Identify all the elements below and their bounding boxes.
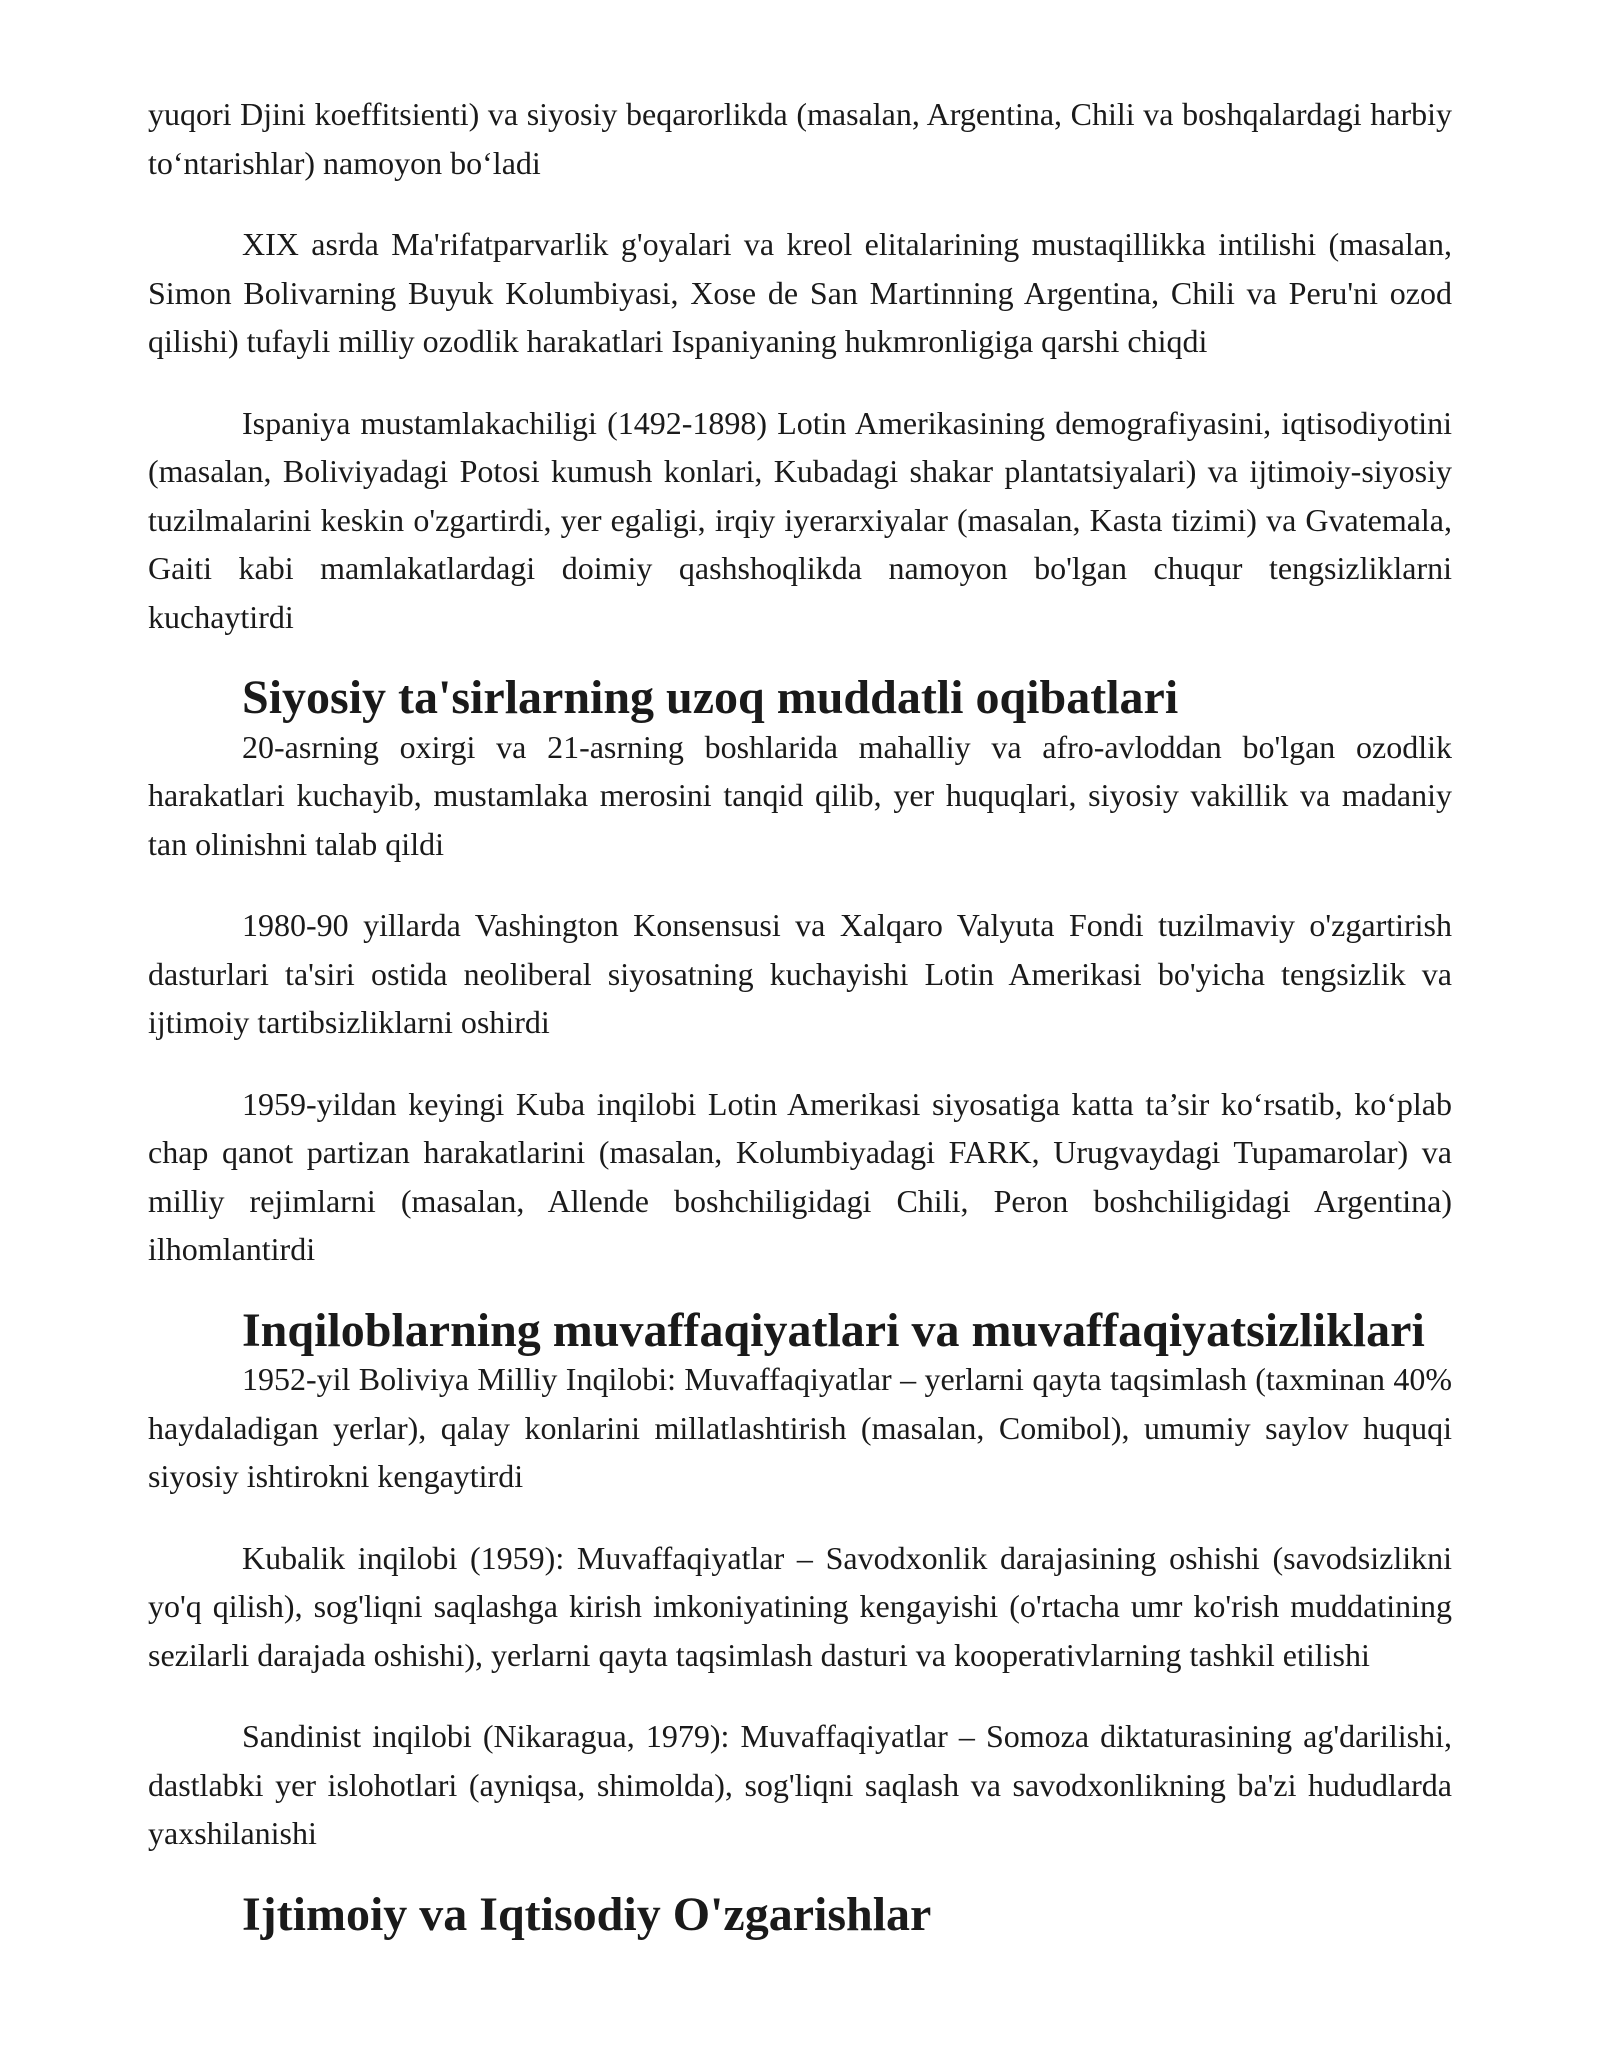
paragraph-cuban-revolution-influence: 1959-yildan keyingi Kuba inqilobi Lotin Amerikasi siyosatiga katta ta’sir ko‘rsatib, ko‘plab chap qanot partizan harakatlarini (masalan, Kolumbiyadagi FARK, Urugvaydagi Tupamarolar) va milliy rejimlarni (masalan, Allende boshchiligidagi Chili, Peron boshchiligidagi Argentina) ilhomlantirdi <box>148 1085 1452 1267</box>
paragraph-neoliberal-policy: 1980-90 yillarda Vashington Konsensusi va Xalqaro Valyuta Fondi tuzilmaviy o'zgartirish dasturlari ta'siri ostida neoliberal siyosatning kuchayishi Lotin Amerikasi bo'yicha tengsizlik va ijtimoiy tartibsizliklarni oshirdi <box>148 907 1452 1040</box>
paragraph-sandinista-revolution: Sandinist inqilobi (Nikaragua, 1979): Muvaffaqiyatlar – Somoza diktaturasining ag'darilishi, dastlabki yer islohotlari (ayniqsa, shimolda), sog'liqni saqlash va savodxonlikning ba'zi hududlarda yaxshilanishi <box>148 1718 1452 1851</box>
paragraph-bolivia-revolution: 1952-yil Boliviya Milliy Inqilobi: Muvaffaqiyatlar – yerlarni qayta taqsimlash (taxminan 40% haydaladigan yerlar), qalay konlarini millatlashtirish (masalan, Comibol), umumiy saylov huquqi siyosiy ishtirokni kengaytirdi <box>148 1361 1452 1494</box>
document-body <box>148 90 1452 1939</box>
section-heading-social-economic: Ijtimoiy va Iqtisodiy O'zgarishlar <box>242 1887 932 1941</box>
section-heading-revolutions: Inqiloblarning muvaffaqiyatlari va muvaffaqiyatsizliklari <box>242 1303 1425 1357</box>
paragraph-cuba-revolution: Kubalik inqilobi (1959): Muvaffaqiyatlar – Savodxonlik darajasining oshishi (savodsizlikni yo'q qilish), sog'liqni saqlashga kirish imkoniyatining kengayishi (o'rtacha umr ko'rish muddatining sezilarli darajada oshishi), yerlarni qayta taqsimlash dasturi va kooperativlarning tashkil etilishi <box>148 1539 1452 1673</box>
paragraph-national-liberation: XIX asrda Ma'rifatparvarlik g'oyalari va kreol elitalarining mustaqillikka intilishi (masalan, Simon Bolivarning Buyuk Kolumbiyasi, Xose de San Martinning Argentina, Chili va Peru'ni ozod qilishi) tufayli milliy ozodlik harakatlari Ispaniyaning hukmronligiga qarshi chiqdi <box>148 226 1452 359</box>
paragraph-continuation: yuqori Djini koeffitsienti) va siyosiy beqarorlikda (masalan, Argentina, Chili va boshqalardagi harbiy to‘ntarishlar) namoyon bo‘ladi <box>148 96 1452 181</box>
paragraph-spanish-colonialism: Ispaniya mustamlakachiligi (1492-1898) Lotin Amerikasining demografiyasini, iqtisodiyotini (masalan, Boliviyadagi Potosi kumush konlari, Kubadagi shakar plantatsiyalari) va ijtimoiy-siyosiy tuzilmalarini keskin o'zgartirdi, yer egaligi, irqiy iyerarxiyalar (masalan, Kasta tizimi) va Gvatemala, Gaiti kabi mamlakatlardagi doimiy qashshoqlikda namoyon bo'lgan chuqur tengsizliklarni kuchaytirdi <box>148 404 1452 635</box>
section-heading-political-effects: Siyosiy ta'sirlarning uzoq muddatli oqibatlari <box>242 671 1179 724</box>
paragraph-indigenous-movements: 20-asrning oxirgi va 21-asrning boshlarida mahalliy va afro-avloddan bo'lgan ozodlik harakatlari kuchayib, mustamlaka merosini tanqid qilib, yer huquqlari, siyosiy vakillik va madaniy tan olinishni talab qildi <box>148 728 1452 862</box>
